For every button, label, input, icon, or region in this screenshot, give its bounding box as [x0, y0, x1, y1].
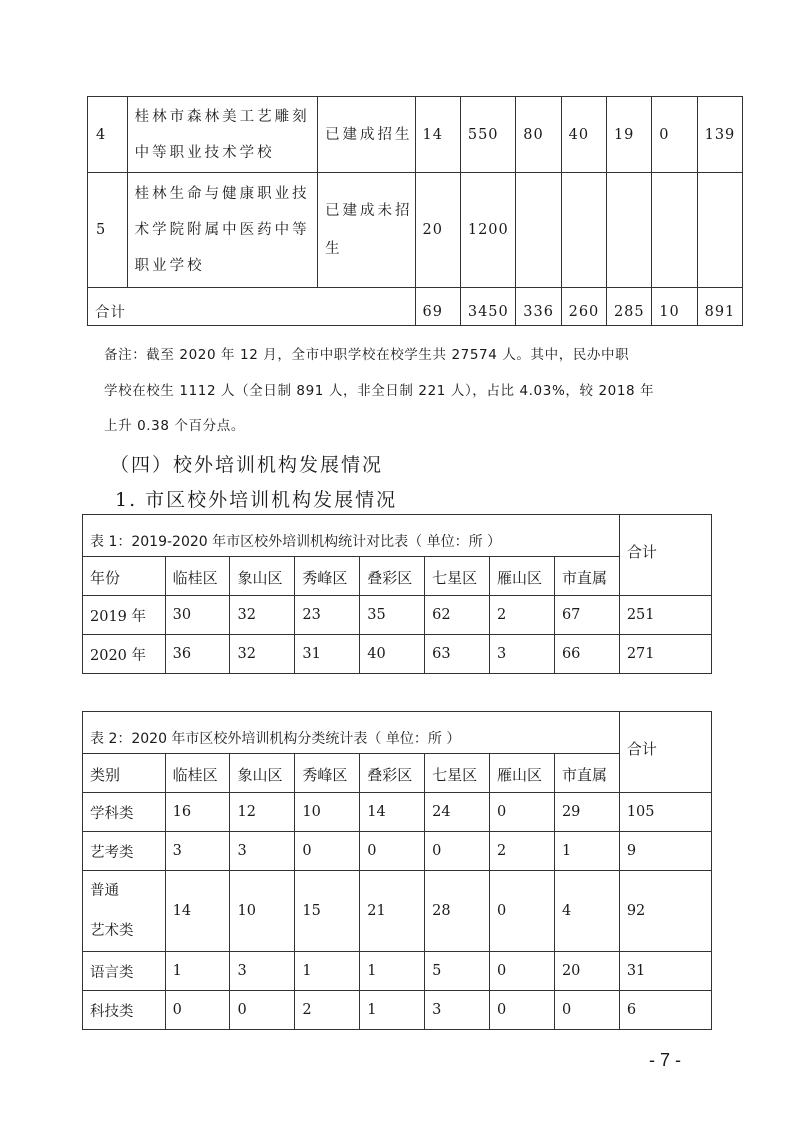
row-label: 艺考类 — [83, 832, 166, 871]
row-label-line: 普通 — [90, 883, 119, 899]
value-cell: 2 — [490, 596, 555, 635]
row-total: 9 — [619, 832, 711, 871]
row-total: 6 — [619, 991, 711, 1030]
column-header: 七星区 — [425, 557, 490, 596]
total-value: 891 — [697, 288, 742, 326]
value-cell: 0 — [295, 832, 360, 871]
column-header: 七星区 — [425, 754, 490, 793]
column-header: 临桂区 — [165, 754, 230, 793]
column-header: 市直属 — [554, 754, 619, 793]
school-name: 桂林生命与健康职业技术学院附属中医药中等职业学校 — [127, 173, 317, 288]
value-cell: 3 — [230, 832, 295, 871]
row-label: 语言类 — [83, 952, 166, 991]
column-header: 类别 — [83, 754, 166, 793]
value-cell: 14 — [360, 793, 425, 832]
value-cell: 0 — [652, 97, 697, 173]
table-row — [83, 596, 712, 635]
table-title-row — [83, 515, 712, 557]
value-cell: 10 — [230, 871, 295, 952]
column-header: 临桂区 — [165, 557, 230, 596]
value-cell: 0 — [490, 991, 555, 1030]
note-line: 学校在校生 1112 人（全日制 891 人，非全日制 221 人），占比 4.03%，较 2018 年 — [104, 383, 655, 399]
value-cell: 80 — [516, 97, 561, 173]
table-row — [83, 832, 712, 871]
row-label-line: 艺术类 — [90, 923, 134, 939]
value-cell: 0 — [230, 991, 295, 1030]
value-cell: 14 — [165, 871, 230, 952]
value-cell: 32 — [230, 596, 295, 635]
value-cell: 0 — [490, 871, 555, 952]
total-header: 合计 — [619, 515, 711, 596]
row-label: 学科类 — [83, 793, 166, 832]
subsection-heading: 1. 市区校外培训机构发展情况 — [115, 489, 398, 511]
value-cell: 0 — [490, 952, 555, 991]
table-row — [83, 793, 712, 832]
row-total: 251 — [619, 596, 711, 635]
value-cell: 16 — [165, 793, 230, 832]
table1-comparison — [82, 514, 712, 674]
value-cell: 12 — [230, 793, 295, 832]
table-title: 表 1：2019-2020 年市区校外培训机构统计对比表（ 单位：所 ） — [83, 515, 620, 557]
value-cell: 0 — [360, 832, 425, 871]
value-cell: 67 — [554, 596, 619, 635]
value-cell: 30 — [165, 596, 230, 635]
value-cell: 28 — [425, 871, 490, 952]
total-value: 285 — [606, 288, 651, 326]
value-cell: 21 — [360, 871, 425, 952]
total-value: 336 — [516, 288, 561, 326]
value-cell: 63 — [425, 635, 490, 674]
value-cell: 29 — [554, 793, 619, 832]
column-header: 秀峰区 — [295, 557, 360, 596]
value-cell: 550 — [460, 97, 515, 173]
note-line: 备注：截至 2020 年 12 月，全市中职学校在校学生共 27574 人。其中，民办中职 — [104, 347, 630, 363]
value-cell: 20 — [554, 952, 619, 991]
value-cell: 139 — [697, 97, 742, 173]
total-label: 合计 — [88, 288, 416, 326]
table-row — [88, 97, 743, 173]
value-cell: 62 — [425, 596, 490, 635]
value-cell: 0 — [425, 832, 490, 871]
row-total: 31 — [619, 952, 711, 991]
column-header: 秀峰区 — [295, 754, 360, 793]
value-cell: 24 — [425, 793, 490, 832]
row-total: 105 — [619, 793, 711, 832]
value-cell — [561, 173, 606, 288]
value-cell: 4 — [554, 871, 619, 952]
value-cell: 3 — [425, 991, 490, 1030]
column-header: 市直属 — [554, 557, 619, 596]
value-cell: 35 — [360, 596, 425, 635]
note-line: 上升 0.38 个百分点。 — [104, 418, 245, 434]
value-cell: 20 — [415, 173, 460, 288]
row-number: 5 — [88, 173, 128, 288]
row-total: 271 — [619, 635, 711, 674]
value-cell: 1 — [360, 991, 425, 1030]
column-header: 叠彩区 — [360, 557, 425, 596]
value-cell — [652, 173, 697, 288]
value-cell: 1 — [554, 832, 619, 871]
total-value: 10 — [652, 288, 697, 326]
column-header: 年份 — [83, 557, 166, 596]
table-title-row — [83, 712, 712, 754]
row-label: 2019 年 — [83, 596, 166, 635]
column-header: 雁山区 — [490, 754, 555, 793]
row-label — [83, 871, 166, 952]
value-cell — [606, 173, 651, 288]
school-status: 已建成招生 — [318, 97, 415, 173]
value-cell — [697, 173, 742, 288]
table-row — [83, 871, 712, 952]
value-cell: 1 — [295, 952, 360, 991]
value-cell: 3 — [230, 952, 295, 991]
column-header: 象山区 — [230, 754, 295, 793]
table2-category — [82, 711, 712, 1030]
table-title: 表 2：2020 年市区校外培训机构分类统计表（ 单位：所 ） — [83, 712, 620, 754]
table-row — [83, 991, 712, 1030]
column-header: 雁山区 — [490, 557, 555, 596]
value-cell: 1 — [360, 952, 425, 991]
value-cell: 14 — [415, 97, 460, 173]
total-header: 合计 — [619, 712, 711, 793]
value-cell: 1200 — [460, 173, 515, 288]
value-cell — [516, 173, 561, 288]
value-cell: 1 — [165, 952, 230, 991]
page-number: - 7 - — [649, 1050, 682, 1070]
total-value: 260 — [561, 288, 606, 326]
value-cell: 5 — [425, 952, 490, 991]
row-number: 4 — [88, 97, 128, 173]
value-cell: 19 — [606, 97, 651, 173]
value-cell: 15 — [295, 871, 360, 952]
value-cell: 0 — [165, 991, 230, 1030]
table-header-row — [83, 557, 712, 596]
column-header: 象山区 — [230, 557, 295, 596]
school-name: 桂林市森林美工艺雕刻中等职业技术学校 — [127, 97, 317, 173]
value-cell: 40 — [360, 635, 425, 674]
column-header: 叠彩区 — [360, 754, 425, 793]
school-table — [87, 96, 743, 326]
value-cell: 3 — [490, 635, 555, 674]
table-row — [83, 635, 712, 674]
value-cell: 66 — [554, 635, 619, 674]
row-label: 科技类 — [83, 991, 166, 1030]
total-value: 3450 — [460, 288, 515, 326]
row-label: 2020 年 — [83, 635, 166, 674]
section-heading: （四）校外培训机构发展情况 — [110, 454, 384, 476]
value-cell: 0 — [490, 793, 555, 832]
value-cell: 2 — [295, 991, 360, 1030]
value-cell: 36 — [165, 635, 230, 674]
table-row — [88, 173, 743, 288]
table-row — [83, 952, 712, 991]
value-cell: 3 — [165, 832, 230, 871]
value-cell: 2 — [490, 832, 555, 871]
table-header-row — [83, 754, 712, 793]
value-cell: 10 — [295, 793, 360, 832]
value-cell: 0 — [554, 991, 619, 1030]
value-cell: 32 — [230, 635, 295, 674]
total-value: 69 — [415, 288, 460, 326]
value-cell: 31 — [295, 635, 360, 674]
value-cell: 23 — [295, 596, 360, 635]
total-row — [88, 288, 743, 326]
value-cell: 40 — [561, 97, 606, 173]
school-status: 已建成未招生 — [318, 173, 415, 288]
row-total: 92 — [619, 871, 711, 952]
